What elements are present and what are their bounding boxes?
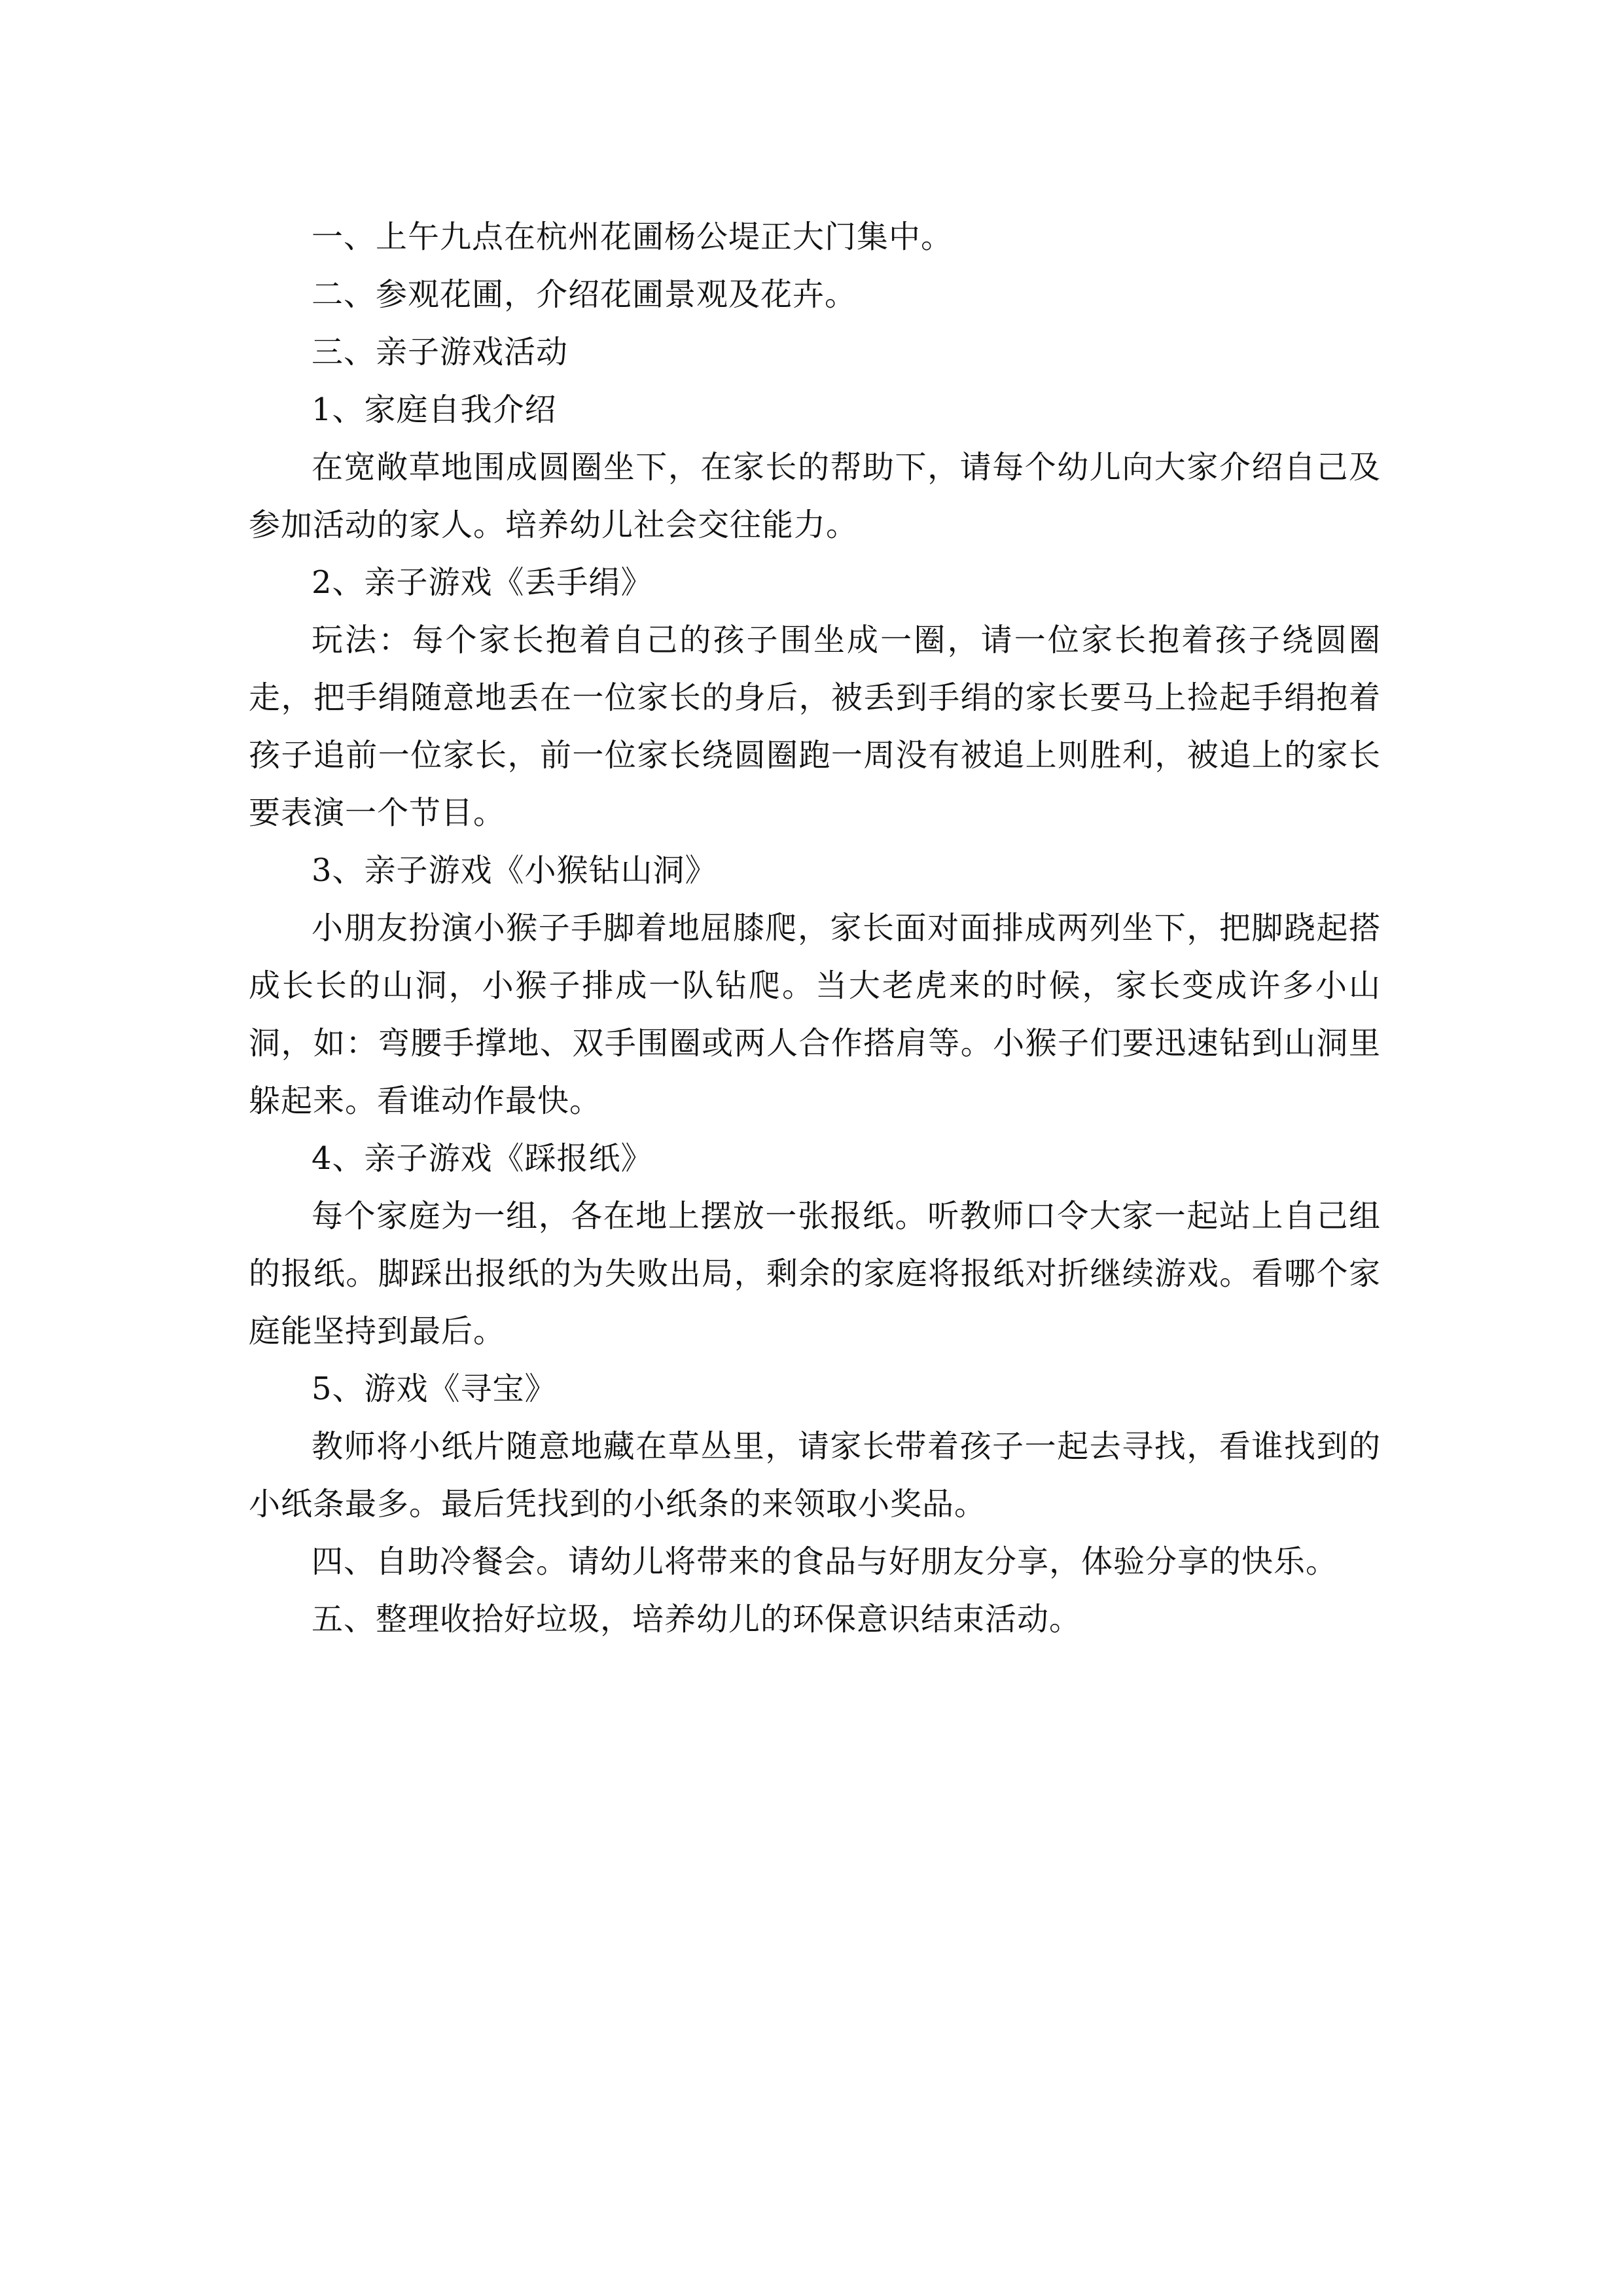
paragraph-step-five: 五、整理收拾好垃圾，培养幼儿的环保意识结束活动。 — [312, 1601, 1082, 1638]
paragraph-game-5-body: 教师将小纸片随意地藏在草丛里，请家长带着孩子一起去寻找，看谁找到的小纸条最多。最后凭找到的小纸条的来领取小奖品。 — [249, 1428, 1381, 1522]
paragraph-step-four: 四、自助冷餐会。请幼儿将带来的食品与好朋友分享，体验分享的快乐。 — [312, 1543, 1338, 1580]
paragraph-step-one: 一、上午九点在杭州花圃杨公堤正大门集中。 — [312, 219, 954, 255]
paragraph-game-1-title: 1、家庭自我介绍 — [312, 391, 557, 428]
paragraph-game-5-title: 5、游戏《寻宝》 — [312, 1371, 557, 1407]
paragraph-game-3-body: 小朋友扮演小猴子手脚着地屈膝爬，家长面对面排成两列坐下，把脚跷起搭成长长的山洞，小猴子排成一队钻爬。当大老虎来的时候，家长变成许多小山洞，如：弯腰手撑地、双手围圈或两人合作搭肩等。小猴子们要迅速钻到山洞里躲起来。看谁动作最快。 — [249, 910, 1381, 1119]
paragraph-game-2-body: 玩法：每个家长抱着自己的孩子围坐成一圈，请一位家长抱着孩子绕圆圈走，把手绢随意地丢在一位家长的身后，被丢到手绢的家长要马上捡起手绢抱着孩子追前一位家长，前一位家长绕圆圈跑一周没有被追上则胜利，被追上的家长要表演一个节目。 — [249, 622, 1381, 831]
document-body — [249, 208, 1381, 1648]
paragraph-game-4-body: 每个家庭为一组，各在地上摆放一张报纸。听教师口令大家一起站上自己组的报纸。脚踩出报纸的为失败出局，剩余的家庭将报纸对折继续游戏。看哪个家庭能坚持到最后。 — [249, 1198, 1381, 1350]
paragraph-step-three: 三、亲子游戏活动 — [312, 334, 569, 370]
paragraph-game-2-title: 2、亲子游戏《丢手绢》 — [312, 564, 653, 601]
paragraph-game-3-title: 3、亲子游戏《小猴钻山洞》 — [312, 852, 717, 889]
paragraph-step-two: 二、参观花圃，介绍花圃景观及花卉。 — [312, 276, 857, 313]
paragraph-game-4-title: 4、亲子游戏《踩报纸》 — [312, 1140, 653, 1177]
paragraph-game-1-body: 在宽敞草地围成圆圈坐下，在家长的帮助下，请每个幼儿向大家介绍自己及参加活动的家人。培养幼儿社会交往能力。 — [249, 449, 1381, 543]
